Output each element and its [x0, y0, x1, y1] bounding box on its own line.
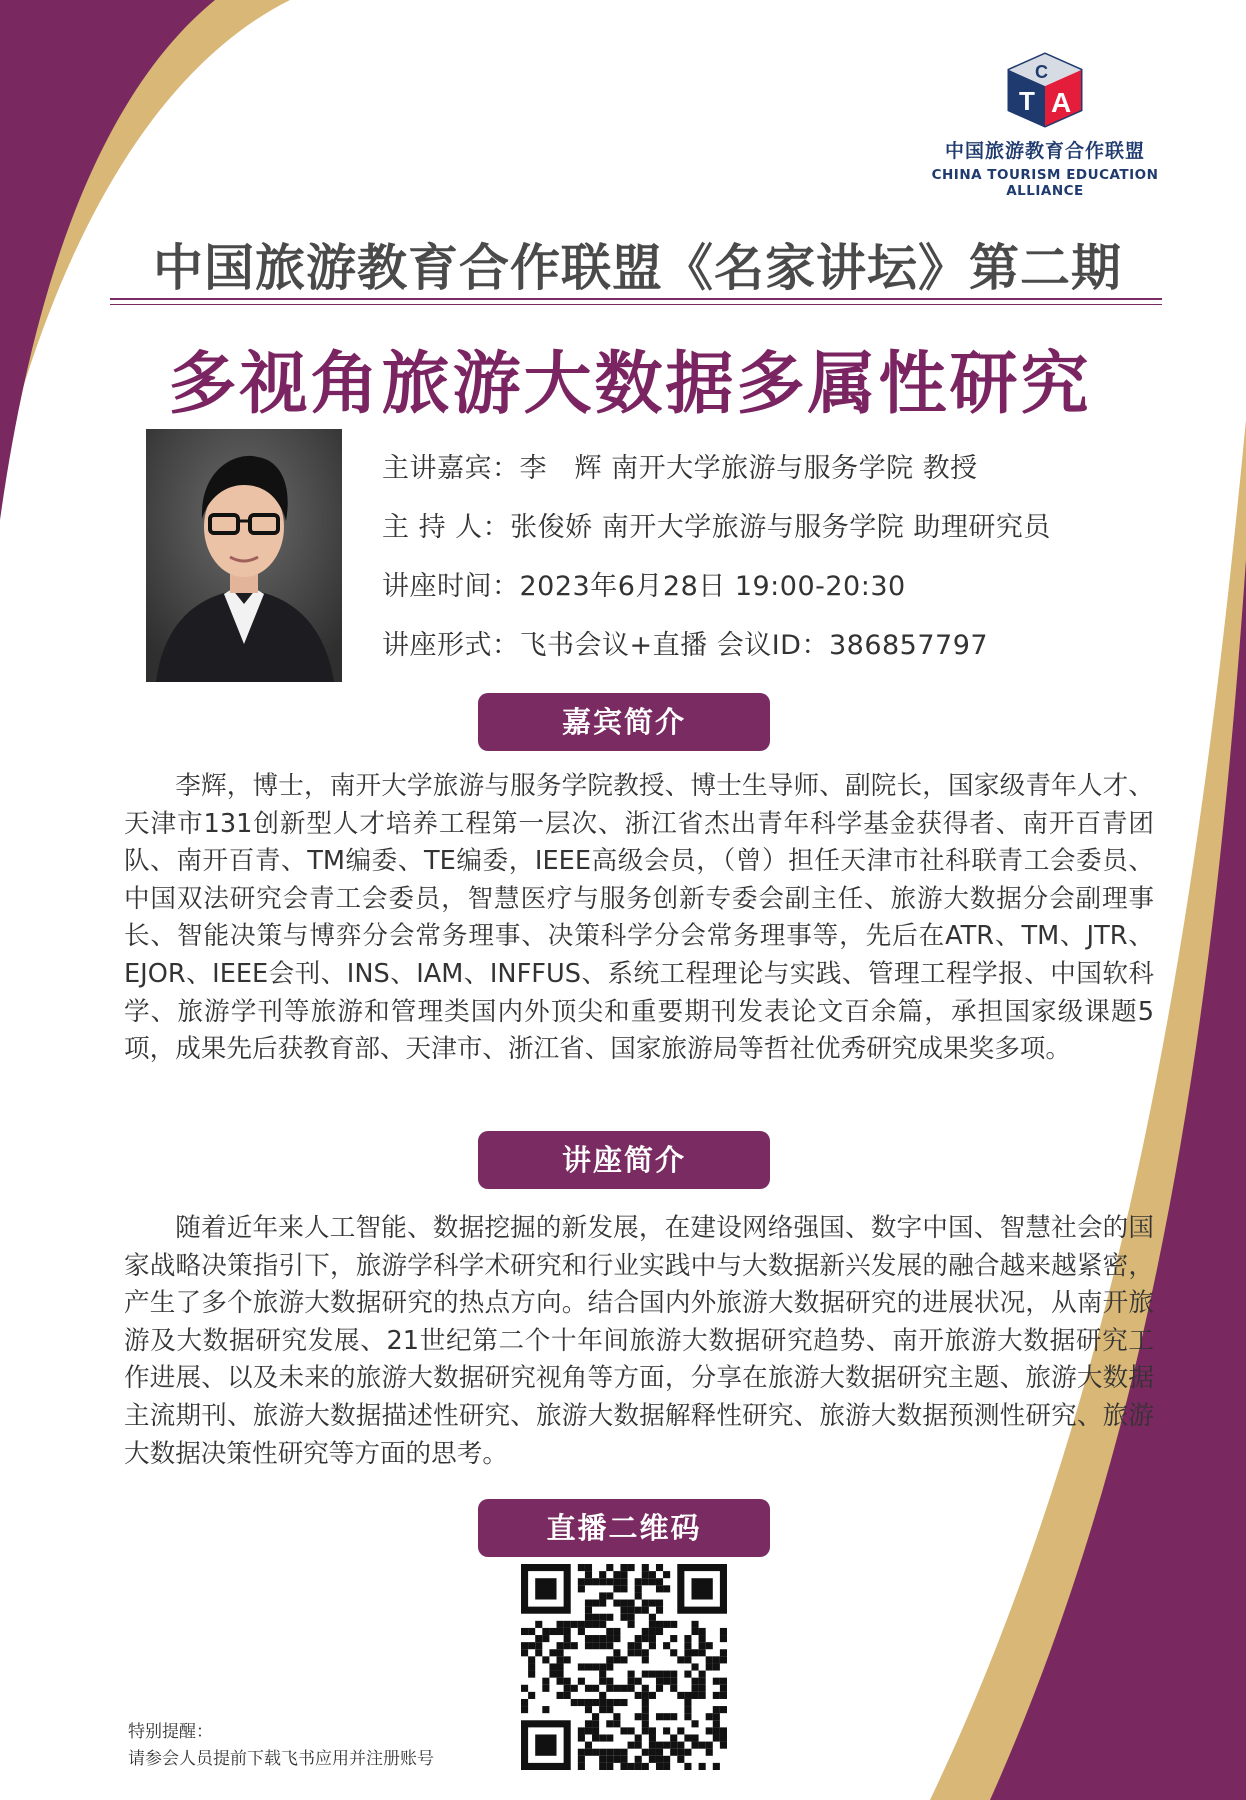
notice-text: 请参会人员提前下载飞书应用并注册账号 [128, 1749, 434, 1769]
livestream-qr-code[interactable] [521, 1564, 727, 1770]
title-divider-bottom [110, 304, 1162, 305]
alliance-logo [905, 48, 1185, 208]
svg-text:T: T [1019, 86, 1035, 116]
info-speaker: 主讲嘉宾：李 辉 南开大学旅游与服务学院 教授 [382, 453, 978, 484]
alliance-logo-icon [997, 48, 1093, 132]
guest-bio: 李辉，博士，南开大学旅游与服务学院教授、博士生导师、副院长，国家级青年人才、天津市131创新型人才培养工程第一层次、浙江省杰出青年科学基金获得者、南开百青团队、南开百青、TM编委、TE编委，IEEE高级会员，（曾）担任天津市社科联青工会委员、中国双法研究会青工会委员，智慧医疗与服务创新专委会副主任、旅游大数据分会副理事长、智能决策与博弈分会常务理事、决策科学分会常务理事等，先后在ATR、TM、JTR、EJOR、IEEE会刊、INS、IAM、INFFUS、系统工程理论与实践、管理工程学报、中国软科学、旅游学刊等旅游和管理类国内外顶尖和重要期刊发表论文百余篇，承担国家级课题5项，成果先后获教育部、天津市、浙江省、国家旅游局等哲社优秀研究成果奖多项。 [124, 771, 1154, 1065]
alliance-name-en: CHINA TOURISM EDUCATION ALLIANCE [931, 167, 1159, 199]
lecture-intro-heading: 讲座简介 [478, 1131, 770, 1189]
info-time: 讲座时间：2023年6月28日 19:00-20:30 [382, 571, 906, 602]
info-format: 讲座形式：飞书会议+直播 会议ID：386857797 [382, 630, 989, 661]
lecture-abstract: 随着近年来人工智能、数据挖掘的新发展，在建设网络强国、数字中国、智慧社会的国家战略决策指引下，旅游学科学术研究和行业实践中与大数据新兴发展的融合越来越紧密，产生了多个旅游大数据研究的热点方向。结合国内外旅游大数据研究的进展状况，从南开旅游及大数据研究发展、21世纪第二个十年间旅游大数据研究趋势、南开旅游大数据研究工作进展、以及未来的旅游大数据研究视角等方面，分享在旅游大数据研究主题、旅游大数据主流期刊、旅游大数据描述性研究、旅游大数据解释性研究、旅游大数据预测性研究、旅游大数据决策性研究等方面的思考。 [124, 1213, 1154, 1469]
speaker-photo [146, 429, 342, 682]
qr-heading: 直播二维码 [478, 1499, 770, 1557]
svg-text:A: A [1051, 87, 1072, 118]
svg-text:C: C [1035, 62, 1048, 82]
title-divider-top [110, 298, 1162, 300]
lecture-title: 多视角旅游大数据多属性研究 [168, 345, 1092, 424]
alliance-name-cn: 中国旅游教育合作联盟 [944, 140, 1145, 162]
guest-intro-heading: 嘉宾简介 [478, 693, 770, 751]
series-title: 中国旅游教育合作联盟《名家讲坛》第二期 [153, 239, 1122, 297]
notice-heading: 特别提醒： [128, 1722, 213, 1742]
info-host: 主 持 人：张俊娇 南开大学旅游与服务学院 助理研究员 [382, 512, 1051, 543]
